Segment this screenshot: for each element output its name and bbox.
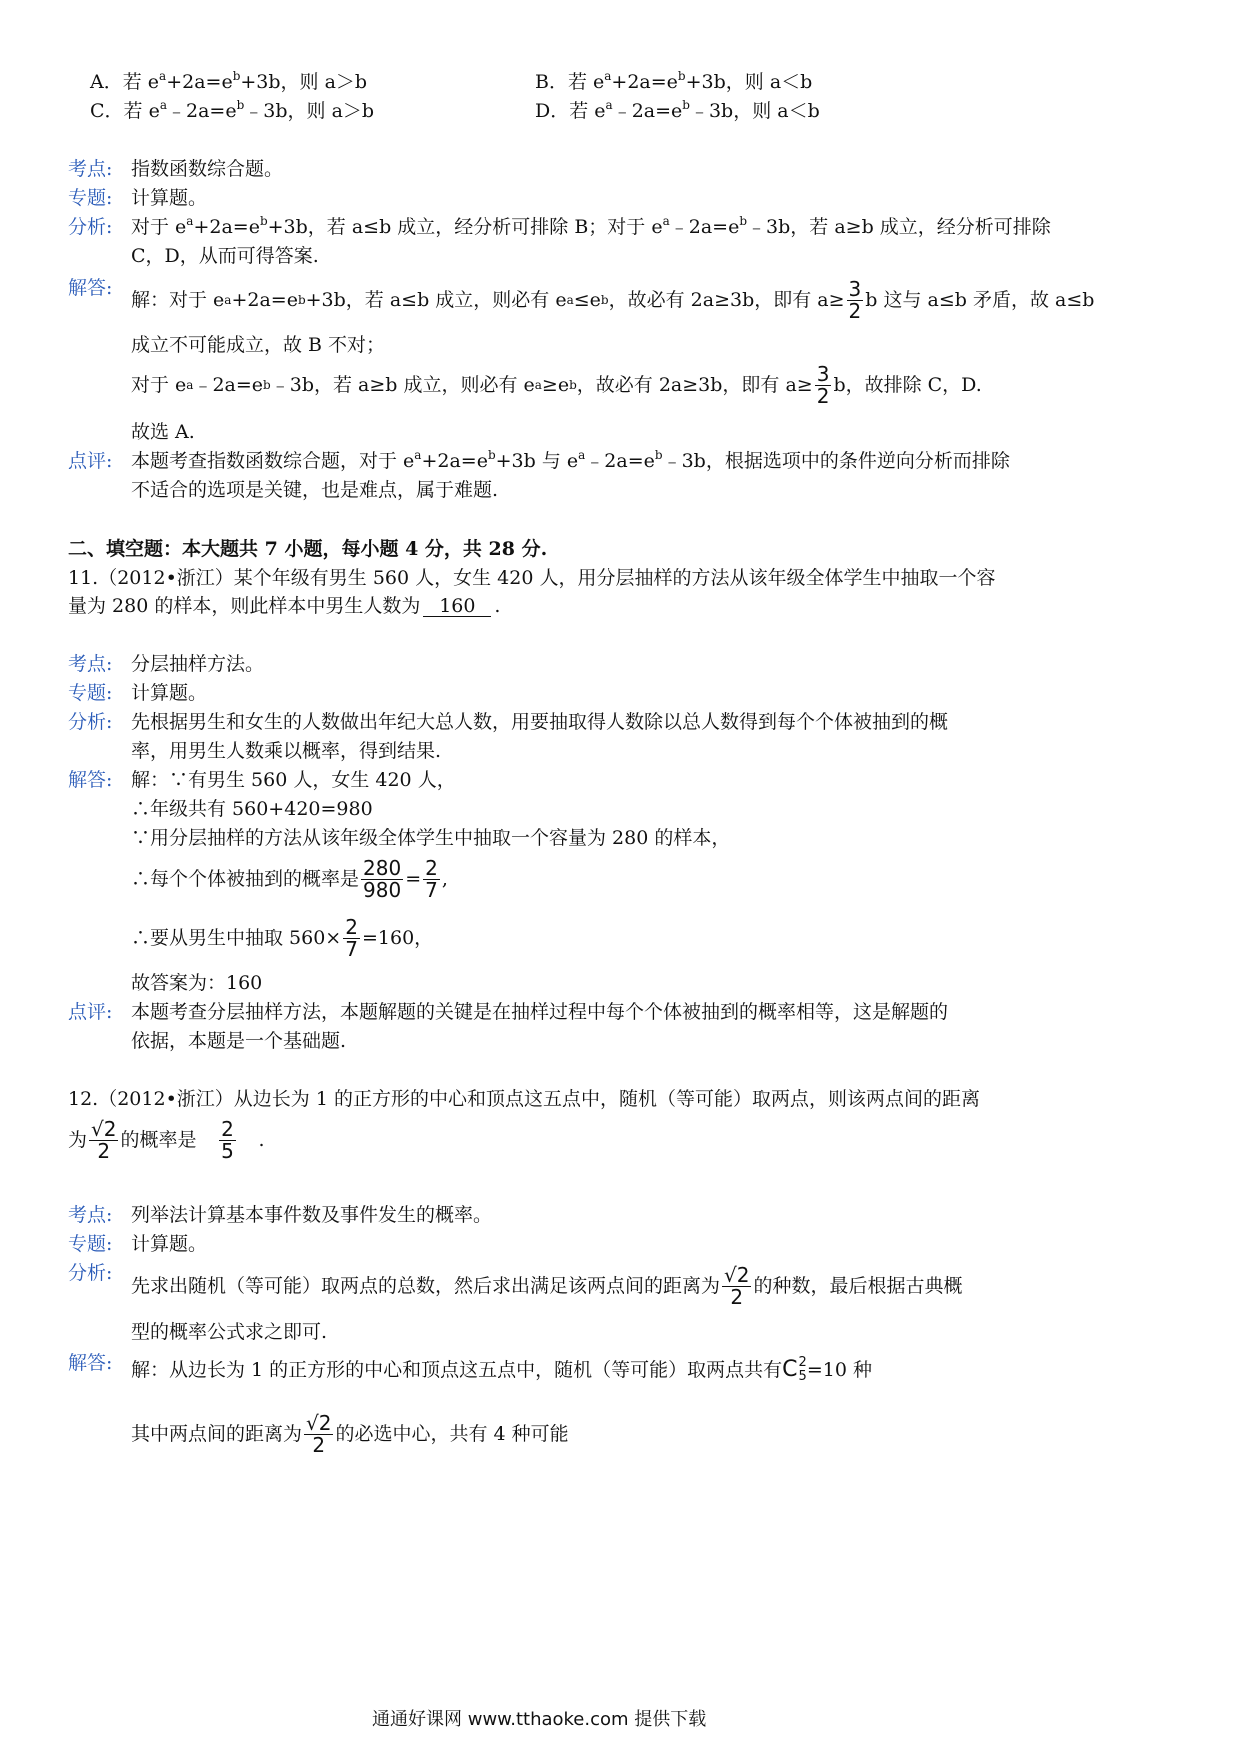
q10-zhuanti-label: 专题: <box>68 187 113 209</box>
q12-kaodian: 列举法计算基本事件数及事件发生的概率。 <box>131 1204 493 1226</box>
q11-dianping-line1: 本题考查分层抽样方法，本题解题的关键是在抽样过程中每个个体被抽到的概率相等，这是解题的 <box>131 1001 949 1023</box>
q10-kaodian-label: 考点: <box>68 158 113 180</box>
q11-stem-line2: 量为 280 的样本，则此样本中男生人数为 160 . <box>68 595 501 617</box>
q12-jieda-line2: 其中两点间的距离为 $\frac{√2}{2}$ 的必选中心，共有 4 种可能 <box>131 1410 569 1457</box>
q12-fenxi-line2: 型的概率公式求之即可. <box>131 1321 328 1343</box>
q11-zhuanti: 计算题。 <box>131 682 208 704</box>
option-c: C．若 $e^a﹣2a=e^b﹣3b$，则 a＞b <box>90 98 375 122</box>
q11-dianping-label: 点评: <box>68 1001 113 1023</box>
q10-jieda-line4: 故选 A. <box>131 421 195 443</box>
q12-stem-line2: 为 $\frac{√2}{2}$ 的概率是 $\frac{2}{5}$ . <box>68 1116 265 1163</box>
q12-answer-blank <box>200 1116 256 1163</box>
fraction-sqrt2-over-2: $\frac{√2}{2}$ <box>91 1116 117 1163</box>
q10-zhuanti: 计算题。 <box>131 187 208 209</box>
q12-jieda-label: 解答: <box>68 1352 113 1374</box>
q10-dianping-line1: 本题考查指数函数综合题，对于 $e^a+2a=e^b+3b$ 与 $e^a﹣2a=e^b﹣3b$，根据选项中的条件逆向分析而排除 <box>131 448 1010 472</box>
q10-jieda-line1: 解：对于 e a +2a=e b +3b，若 a≤b 成立，则必有 e a ≤e b ，故必有 2a≥3b，即有 a≥ $\frac{3}{2}$ b 这与 a≤b 矛盾，故 a≤b <box>131 276 1095 323</box>
q11-fenxi-label: 分析: <box>68 711 113 733</box>
q11-jieda-line1: 解：∵有男生 560 人，女生 420 人， <box>131 769 456 791</box>
fraction-2-over-7: $\frac{2}{7}$ <box>425 855 438 902</box>
q11-jieda-line2: ∴年级共有 560+420=980 <box>131 798 373 820</box>
q11-answer-blank: 160 <box>423 597 491 617</box>
option-a: A．若 $e^a+2a=e^b+3b$，则 a＞b <box>90 69 368 93</box>
q11-zhuanti-label: 专题: <box>68 682 113 704</box>
q10-kaodian: 指数函数综合题。 <box>131 158 284 180</box>
q11-jieda-line3: ∵用分层抽样的方法从该年级全体学生中抽取一个容量为 280 的样本， <box>131 827 731 849</box>
q11-fenxi-line1: 先根据男生和女生的人数做出年纪大总人数，用要抽取得人数除以总人数得到每个个体被抽到的概 <box>131 711 949 733</box>
q12-zhuanti-label: 专题: <box>68 1233 113 1255</box>
fraction-3-over-2: $\frac{3}{2}$ <box>848 276 862 323</box>
q12-fenxi-line1: 先求出随机（等可能）取两点的总数，然后求出满足该两点间的距离为 $\frac{√2}{2}$ 的种数，最后根据古典概 <box>131 1262 963 1309</box>
q11-jieda-line5: ∴要从男生中抽取 560× $\frac{2}{7}$ =160， <box>131 914 434 961</box>
q11-kaodian: 分层抽样方法。 <box>131 653 265 675</box>
q10-dianping-line2: 不适合的选项是关键，也是难点，属于难题. <box>131 479 499 501</box>
fraction-sqrt2-over-2: $\frac{√2}{2}$ <box>306 1410 332 1457</box>
q10-fenxi-line1: 对于 $e^a+2a=e^b+3b$，若 a≤b 成立，经分析可排除 B；对于 $e^a﹣2a=e^b﹣3b$，若 a≥b 成立，经分析可排除 <box>131 214 1051 238</box>
fraction-2-over-5: $\frac{2}{5}$ <box>221 1116 234 1163</box>
q12-zhuanti: 计算题。 <box>131 1233 208 1255</box>
fraction-2-over-7: $\frac{2}{7}$ <box>345 914 358 961</box>
q11-jieda-label: 解答: <box>68 769 113 791</box>
q11-jieda-line4: ∴每个个体被抽到的概率是 $\frac{280}{980}$ = $\frac{2}{7}$ , <box>131 855 448 902</box>
section-heading: 二、填空题：本大题共 7 小题，每小题 4 分，共 28 分. <box>68 538 548 560</box>
combination-c-5-2: C 2 5 <box>782 1354 807 1384</box>
q10-fenxi-label: 分析: <box>68 216 113 238</box>
q10-jieda-label: 解答: <box>68 277 113 299</box>
q10-dianping-label: 点评: <box>68 450 113 472</box>
q11-fenxi-line2: 率，用男生人数乘以概率，得到结果. <box>131 740 442 762</box>
option-b: B．若 $e^a+2a=e^b+3b$，则 a＜b <box>535 69 813 93</box>
q12-stem-line1: 12.（2012•浙江）从边长为 1 的正方形的中心和顶点这五点中，随机（等可能）取两点，则该两点间的距离 <box>68 1088 980 1110</box>
q10-jieda-line3: 对于 e a ﹣2a=e b ﹣3b，若 a≥b 成立，则必有 e a ≥e b ，故必有 2a≥3b，即有 a≥ $\frac{3}{2}$ b，故排除 C，D. <box>131 361 982 408</box>
q10-fenxi-line2: C，D，从而可得答案. <box>131 245 319 267</box>
q11-dianping-line2: 依据，本题是一个基础题. <box>131 1030 347 1052</box>
q12-kaodian-label: 考点: <box>68 1204 113 1226</box>
fraction-280-over-980: $\frac{280}{980}$ <box>363 855 402 902</box>
fraction-3-over-2: $\frac{3}{2}$ <box>816 361 830 408</box>
q11-kaodian-label: 考点: <box>68 653 113 675</box>
q11-jieda-line6: 故答案为：160 <box>131 972 263 994</box>
q10-jieda-line2: 成立不可能成立，故 B 不对； <box>131 334 386 356</box>
q12-jieda-line1: 解：从边长为 1 的正方形的中心和顶点这五点中，随机（等可能）取两点共有 C 2 5 =10 种 <box>131 1354 872 1384</box>
q12-fenxi-label: 分析: <box>68 1262 113 1284</box>
q11-stem-line1: 11.（2012•浙江）某个年级有男生 560 人，女生 420 人，用分层抽样的方法从该年级全体学生中抽取一个容 <box>68 567 996 589</box>
option-d: D．若 $e^a﹣2a=e^b﹣3b$，则 a＜b <box>535 98 820 122</box>
page-footer: 通通好课网 www.tthaoke.com 提供下载 <box>372 1709 707 1730</box>
fraction-sqrt2-over-2: $\frac{√2}{2}$ <box>724 1262 750 1309</box>
